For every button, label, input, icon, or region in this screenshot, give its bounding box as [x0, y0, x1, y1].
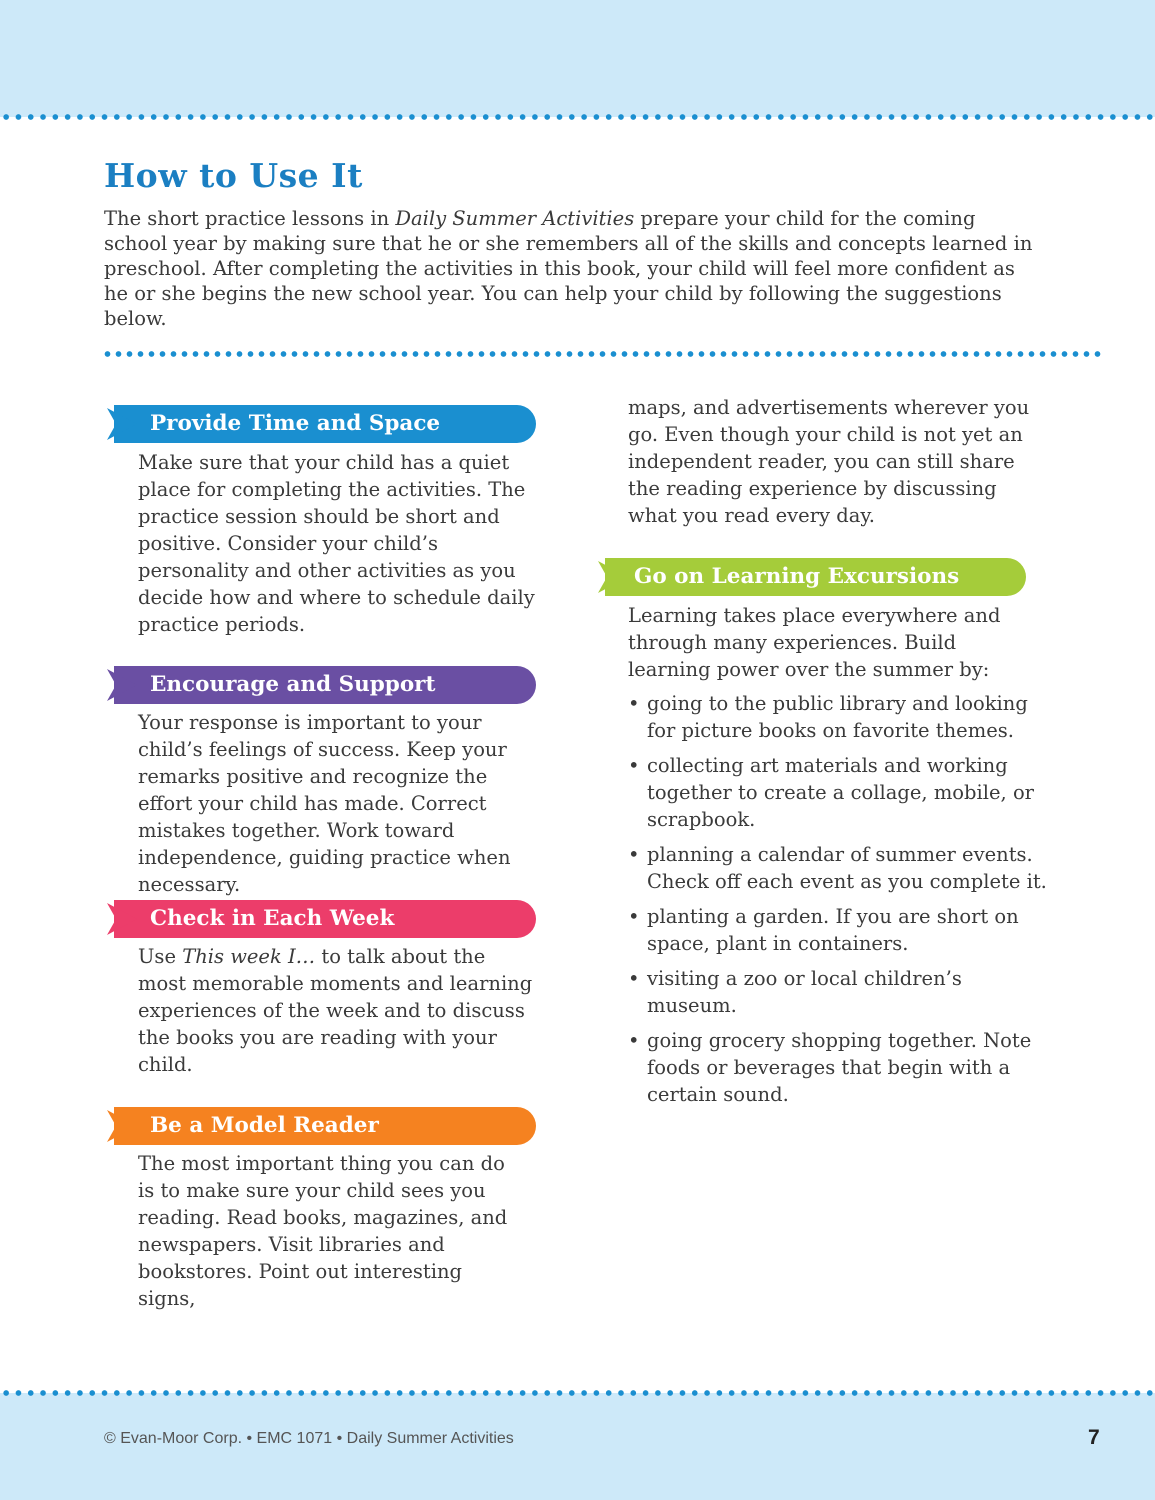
- list-item: • going to the public library and looking for picture books on favorite themes.: [628, 692, 1028, 742]
- list-item: • visiting a zoo or local children’s museum.: [628, 967, 962, 1017]
- chevron-right-icon: [598, 561, 628, 593]
- section-text-excursions-intro: Learning takes place everywhere and through many experiences. Build learning power over the summer by:: [628, 604, 1001, 681]
- page-title: How to Use It: [104, 156, 363, 195]
- page-number: 7: [1088, 1426, 1100, 1449]
- section-title: Check in Each Week: [150, 906, 395, 931]
- chevron-right-icon: [107, 903, 137, 935]
- list-item: • collecting art materials and working together to create a collage, mobile, or scrapbook.: [628, 754, 1035, 831]
- section-text-model-reader-part1: The most important thing you can do is to make sure your child sees you reading. Read books, magazines, and newspapers. Visit libraries and bookstores. Point out interesting signs,: [138, 1152, 508, 1310]
- section-title: Encourage and Support: [150, 672, 436, 697]
- list-item: • planting a garden. If you are short on space, plant in containers.: [628, 905, 1019, 955]
- dotted-border-bottom: [0, 1389, 1155, 1397]
- dotted-border-top: [0, 113, 1155, 121]
- chevron-right-icon: [107, 669, 137, 701]
- section-text-encourage-support: Your response is important to your child’s feelings of success. Keep your remarks positive and recognize the effort your child has made. Correct mistakes together. Work toward independence, guiding practice when necessary.: [138, 711, 511, 896]
- section-text-model-reader-part2: maps, and advertisements wherever you go. Even though your child is not yet an independent reader, you can still share the reading experience by discussing what you read every day.: [628, 396, 1030, 527]
- excursions-list: [628, 690, 1048, 1116]
- banner-provide-time-space: [114, 405, 536, 443]
- section-title: Provide Time and Space: [150, 411, 441, 436]
- section-title: Be a Model Reader: [150, 1113, 379, 1138]
- section-text-provide-time-space: Make sure that your child has a quiet place for completing the activities. The practice session should be short and positive. Consider your child’s personality and other activities as you decide how and where to schedule daily practice periods.: [138, 451, 535, 636]
- section-title: Go on Learning Excursions: [634, 564, 960, 589]
- banner-encourage-support: [114, 666, 536, 704]
- chevron-right-icon: [107, 1110, 137, 1142]
- chevron-right-icon: [107, 408, 137, 440]
- intro-paragraph: The short practice lessons in Daily Summer Activities prepare your child for the coming school year by making sure that he or she remembers all of the skills and concepts learned in preschool. After completing the activities in this book, your child will feel more confident as he or she begins the new school year. You can help your child by following the suggestions below.: [104, 207, 1033, 330]
- footer-credit: © Evan-Moor Corp. • EMC 1071 • Daily Summer Activities: [104, 1430, 514, 1447]
- banner-check-in-each-week: [114, 900, 536, 938]
- top-band: [0, 0, 1155, 117]
- banner-model-reader: [114, 1107, 536, 1145]
- list-item: • planning a calendar of summer events. Check off each event as you complete it.: [628, 843, 1047, 893]
- section-text-check-in: Use This week I… to talk about the most memorable moments and learning experiences of the week and to discuss the books you are reading with your child.: [138, 945, 533, 1076]
- list-item: • going grocery shopping together. Note foods or beverages that begin with a certain sound.: [628, 1029, 1032, 1106]
- dotted-divider: [102, 350, 1105, 358]
- banner-learning-excursions: [605, 558, 1026, 596]
